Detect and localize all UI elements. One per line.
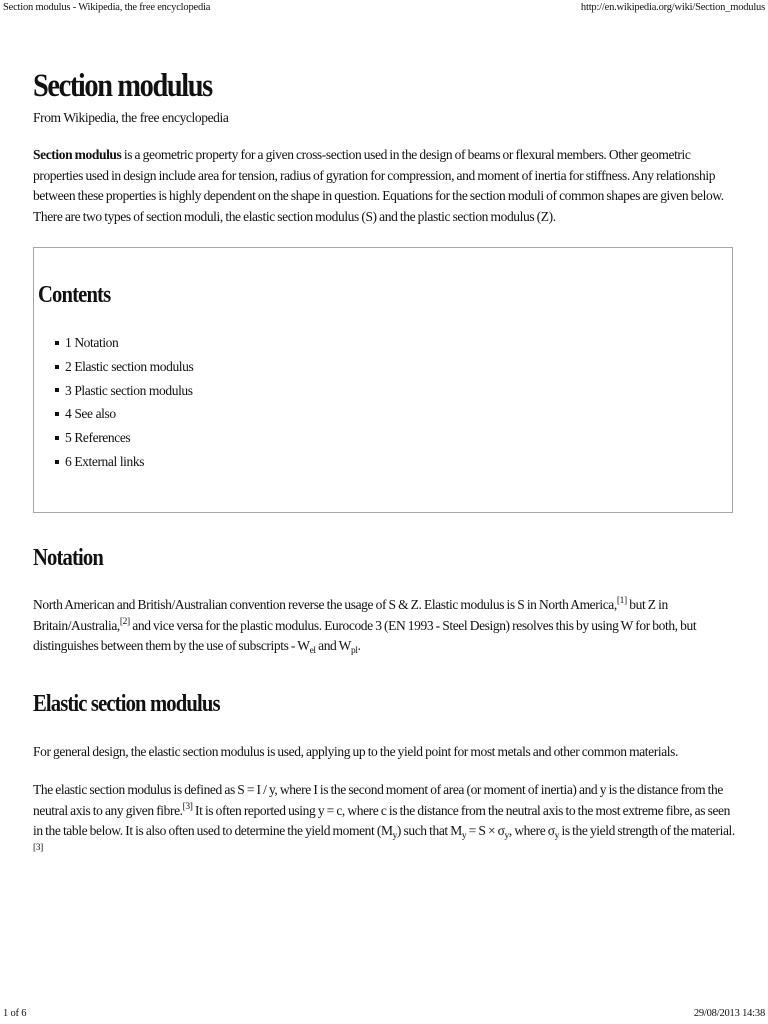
print-footer-page: 1 of 6	[3, 1008, 27, 1019]
notation-text: and W	[315, 638, 351, 653]
notation-paragraph	[33, 595, 736, 657]
print-header	[3, 2, 765, 13]
subscript: pl	[350, 646, 358, 656]
toc-item-notation[interactable]	[55, 331, 732, 355]
elastic-paragraph-1: For general design, the elastic section modulus is used, applying up to the yield point for most metals and other common materials.	[33, 743, 678, 759]
bullet-icon	[55, 460, 59, 464]
elastic-text: = S × σ	[466, 823, 505, 838]
toc-item-elastic[interactable]	[55, 355, 732, 379]
toc-link[interactable]: 5 References	[65, 430, 131, 446]
bullet-icon	[55, 412, 59, 416]
intro-paragraph	[33, 145, 736, 227]
print-header-url: http://en.wikipedia.org/wiki/Section_modulus	[580, 2, 765, 13]
bullet-icon	[55, 436, 59, 440]
page-title: Section modulus	[33, 68, 212, 104]
toc-link[interactable]: 4 See also	[65, 406, 116, 422]
elastic-text: ) such that M	[396, 823, 462, 838]
toc-link[interactable]: 3 Plastic section modulus	[65, 382, 193, 398]
intro-bold-term: Section modulus	[33, 147, 122, 162]
ref-link[interactable]: [2]	[119, 616, 130, 627]
ref-link[interactable]: [3]	[33, 842, 43, 853]
intro-text: is a geometric property for a given cross-section used in the design of beams or flexural members. Other geometric properties used in design include area for tension, radius of gyration for compression, and moment of inertia for stiffness. Any relationship between these properties is highly dependent on the shape in question. Equations for the section moduli of common shapes are given below. There are two types of section moduli, the elastic section modulus (S) and the plastic section modulus (Z).	[33, 147, 724, 224]
article-body	[33, 66, 736, 862]
elastic-text: is the yield strength of the material.	[559, 823, 735, 838]
elastic-paragraph-2	[33, 780, 736, 862]
toc-item-see-also[interactable]	[55, 402, 732, 426]
toc-link[interactable]: 1 Notation	[65, 335, 119, 350]
subscript: y	[392, 831, 397, 841]
ref-link[interactable]: [3]	[182, 801, 193, 812]
toc-link[interactable]: 2 Elastic section modulus	[65, 358, 194, 374]
toc-item-plastic[interactable]	[55, 379, 732, 403]
bullet-icon	[55, 365, 59, 369]
notation-text: North American and British/Australian convention reverse the usage of S & Z. Elastic modulus is S in North America,	[33, 597, 617, 612]
subscript: y	[461, 831, 467, 841]
page-subtitle: From Wikipedia, the free encyclopedia	[33, 110, 229, 125]
heading-elastic-section-modulus: Elastic section modulus	[33, 690, 220, 717]
print-header-title: Section modulus - Wikipedia, the free encyclopedia	[3, 2, 211, 13]
print-footer-datetime: 29/08/2013 14:38	[693, 1008, 765, 1019]
elastic-text: It is often reported using y = c, where c is the distance from the neutral axis to the most extreme fibre, as seen in the table below. It is also often used to determine the yield moment (M	[33, 802, 730, 838]
notation-text: but Z in Britain/Australia,	[33, 597, 668, 633]
notation-text: .	[357, 638, 361, 653]
subscript: y	[554, 831, 560, 841]
bullet-icon	[55, 341, 59, 345]
subscript: el	[309, 646, 316, 656]
heading-notation: Notation	[33, 545, 103, 571]
elastic-text: , where σ	[508, 823, 555, 838]
toc-title: Contents	[38, 282, 111, 308]
subscript: y	[504, 831, 509, 841]
table-of-contents	[33, 247, 733, 513]
toc-item-references[interactable]	[55, 426, 732, 450]
toc-item-external-links[interactable]	[55, 450, 732, 474]
toc-link[interactable]: 6 External links	[65, 453, 145, 469]
ref-link[interactable]: [1]	[616, 596, 627, 606]
toc-list	[38, 331, 732, 474]
bullet-icon	[55, 388, 59, 392]
notation-text: and vice versa for the plastic modulus. Eurocode 3 (EN 1993 - Steel Design) resolves this by using W for both, but distinguishes between them by the use of subscripts - W	[33, 617, 697, 653]
print-footer	[3, 1008, 765, 1019]
elastic-text: The elastic section modulus is defined as S = I / y, where I is the second moment of area (or moment of inertia) and y is the distance from the neutral axis to any given fibre.	[33, 782, 723, 818]
